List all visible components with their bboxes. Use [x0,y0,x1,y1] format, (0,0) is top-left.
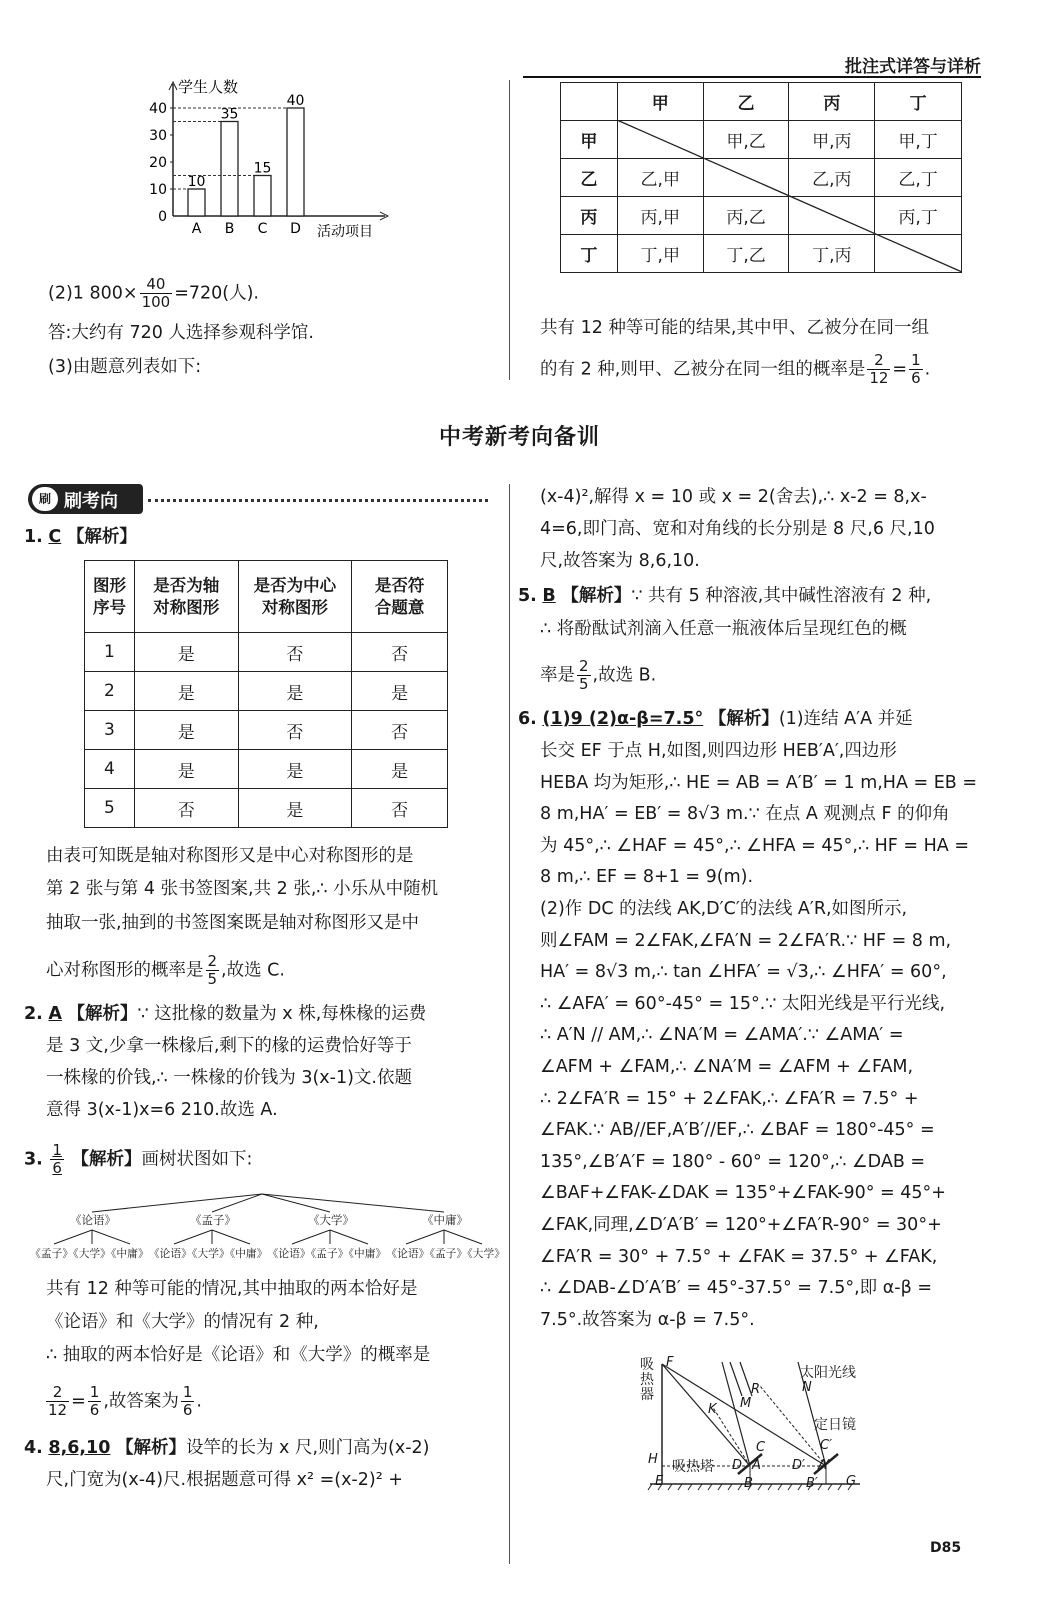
q6-line: 135°,∠B′A′F = 180° - 60° = 120°,∴ ∠DAB = [540,1151,926,1172]
tree-leaves: 《孟子》《大学》《中庸》 《论语》《大学》《中庸》 《论语》《孟子》《中庸》 《论语》《孟子》《大学》 [30,1247,506,1260]
table-cell: 4 [85,750,135,789]
bar [188,189,205,216]
table-cell: 乙,甲 [617,159,703,197]
label-tower: 吸热塔 [672,1459,714,1475]
pair-table-header: 丙 [789,83,875,121]
label-H: H [648,1452,658,1467]
table-cell: 丙,乙 [703,197,789,235]
table-cell: 丙,甲 [617,197,703,235]
q1-head: 1. C 【解析】 [24,527,137,547]
x-tick-label: D [290,221,301,237]
banner-label: 刷考向 [64,491,118,512]
table-cell: 是 [238,672,352,711]
table-cell: 否 [352,789,448,828]
q3-line4: $\frac{2}{12}$ = $\frac{1}{6}$ ,故答案为 $\frac{1}{6}$ . [48,1383,202,1419]
bar [287,108,304,216]
tree-node: 《论语》 [70,1213,116,1227]
label-sun-ray: 太阳光线 [800,1365,856,1381]
q2-line2: 是 3 文,少拿一株椽后,剩下的椽的运费恰好等于 [46,1036,412,1056]
table-cell: 是 [134,672,238,711]
table-row [85,711,448,750]
bar [254,176,271,217]
table-cell: 甲,乙 [703,121,789,159]
label-A2: A′ [818,1458,830,1473]
q1-table-header: 是否为中心 对称图形 [238,561,352,633]
q1-table-header: 是否符 合题意 [352,561,448,633]
table-cell: 丙 [561,197,618,235]
q6-line: HEBA 均为矩形,∴ HE = AB = A′B′ = 1 m,HA = EB = [540,772,978,793]
q1-text1: 由表可知既是轴对称图形又是中心对称图形的是 [46,846,414,866]
header-rule [523,76,981,78]
q6-line: 长交 EF 于点 H,如图,则四边形 HEB′A′,四边形 [540,741,897,761]
q2-line4: 意得 3(x-1)x=6 210.故选 A. [46,1100,278,1120]
y-tick-label: 30 [149,128,167,144]
q6-line: ∴ ∠DAB-∠D′A′B′ = 45°-37.5° = 7.5°,即 α-β = [540,1278,932,1299]
q4-line2: 尺,门宽为(x-4)尺.根据题意可得 x² =(x-2)² + [46,1470,403,1490]
label-A: A [752,1458,761,1473]
table-cell: 甲,丙 [789,121,875,159]
q1-table-header: 图形 序号 [85,561,135,633]
table-row [85,789,448,828]
pair-table-header: 丁 [875,83,962,121]
q1-text2: 第 2 张与第 4 张书签图案,共 2 张,∴ 小乐从中随机 [46,879,439,899]
q1-table-header: 是否为轴 对称图形 [134,561,238,633]
table-cell: 否 [352,711,448,750]
q6-line: ∠FAK.∵ AB//EF,A′B′//EF,∴ ∠BAF = 180°-45° = [540,1120,935,1141]
label-D2: D′ [792,1458,805,1473]
table-cell: 1 [85,633,135,672]
y-axis-label: 学生人数 [178,78,239,96]
q1-text3: 抽取一张,抽到的书签图案既是轴对称图形又是中 [46,913,420,933]
table-row [85,672,448,711]
bar-value-label: 15 [253,160,272,177]
q1-table [84,560,448,828]
bar-value-label: 10 [187,174,206,190]
table-cell: 否 [238,633,352,672]
table-cell: 2 [85,672,135,711]
y-tick-label: 20 [149,155,167,171]
table-cell: 是 [238,789,352,828]
table-cell: 乙,丙 [789,159,875,197]
label-F: F [666,1355,674,1370]
label-E: E [655,1474,664,1489]
q6-line: ∠FAK,同理,∠D′A′B′ = 120°+∠FA′R-90° = 30°+ [540,1215,942,1235]
banner-dotted-rule [148,499,488,502]
label-C2: C′ [820,1438,833,1453]
q3-line1: 共有 12 种等可能的情况,其中抽取的两本恰好是 [46,1279,418,1299]
table-cell: 乙,丁 [875,159,962,197]
table-cell: 否 [134,789,238,828]
pair-result-line1: 共有 12 种等可能的结果,其中甲、乙被分在同一组 [540,318,929,338]
q6-line: 为 45°,∴ ∠HAF = 45°,∴ ∠HFA = 45°,∴ HF = HA = [540,835,970,856]
q6-line: ∴ 2∠FA′R = 15° + 2∠FAK,∴ ∠FA′R = 7.5° + [540,1088,919,1109]
table-cell: 否 [238,711,352,750]
q6-head: 6. (1)9 (2)α-β=7.5° 【解析】(1)连结 A′A 并延 [518,709,913,729]
bar-value-label: 40 [286,93,305,109]
x-axis-label: 活动项目 [317,224,373,240]
q6-line: ∠AFM + ∠FAM,∴ ∠NA′M = ∠AFM + ∠FAM, [540,1057,914,1077]
q4-cont3: 尺,故答案为 8,6,10. [540,551,700,571]
table-cell: 是 [238,750,352,789]
x-tick-label: B [224,221,235,237]
table-cell: 丁,甲 [617,235,703,273]
table-cell: 3 [85,711,135,750]
table-cell: 乙 [561,159,618,197]
tree-node: 《大学》 [308,1213,354,1227]
q6-line: ∠BAF+∠FAK-∠DAK = 135°+∠FAK-90° = 45°+ [540,1183,946,1204]
label-G: G [846,1474,857,1489]
pair-table-header: 甲 [617,83,703,121]
list-intro-line: (3)由题意列表如下: [48,357,202,377]
label-K: K [708,1402,717,1417]
pair-result-line2: 的有 2 种,则甲、乙被分在同一组的概率是 $\frac{2}{12}$ = $\frac{1}{6}$ . [540,351,931,387]
label-D: D [732,1458,743,1473]
column-divider-bottom [509,484,510,1564]
table-cell: 丙,丁 [875,197,962,235]
q6-line: 则∠FAM = 2∠FAK,∠FA′N = 2∠FA′R.∵ HF = 8 m, [540,930,952,951]
table-row [85,633,448,672]
label-B: B [744,1476,753,1491]
table-cell: 丁 [561,235,618,273]
table-cell: 是 [134,711,238,750]
q6-line: 8 m,HA′ = EB′ = 8√3 m.∵ 在点 A 观测点 F 的仰角 [540,804,950,825]
q5-line3: 率是 $\frac{2}{5}$ ,故选 B. [540,657,657,693]
table-cell: 否 [352,633,448,672]
q4-cont1: (x-4)²,解得 x = 10 或 x = 2(舍去),∴ x-2 = 8,x- [540,487,927,507]
y-tick-label: 10 [149,182,167,198]
bar [221,122,238,217]
label-B2: B′ [806,1476,818,1491]
q6-line: 7.5°.故答案为 α-β = 7.5°. [540,1309,755,1330]
bar-chart [140,78,400,243]
banner-icon: 刷 [32,487,58,511]
q6-line: ∠FA′R = 30° + 7.5° + ∠FAK = 37.5° + ∠FAK, [540,1246,938,1267]
q6-line: ∴ ∠AFA′ = 60°-45° = 15°.∵ 太阳光线是平行光线, [540,993,946,1014]
q3-line3: ∴ 抽取的两本恰好是《论语》和《大学》的概率是 [46,1345,431,1365]
header-title: 批注式详答与详析 [845,57,981,77]
tree-node: 《中庸》 [422,1213,468,1227]
tree-node: 《孟子》 [190,1213,236,1227]
pair-table-header [561,83,618,121]
label-mirror: 定日镜 [814,1417,856,1433]
q5-line1: 5. B 【解析】∵ 共有 5 种溶液,其中碱性溶液有 2 种, [518,586,932,606]
q6-line: 8 m,∴ EF = 8+1 = 9(m). [540,867,754,888]
label-M: M [740,1396,752,1411]
y-tick-label: 40 [149,101,167,117]
pair-table-diagonal [617,120,962,272]
x-tick-label: A [191,221,202,237]
banner-badge [28,484,143,514]
label-N: N [802,1380,812,1395]
q6-line: (2)作 DC 的法线 AK,D′C′的法线 A′R,如图所示, [540,899,908,919]
pair-table-header: 乙 [703,83,789,121]
answer-line: 答:大约有 720 人选择参观科学馆. [48,323,314,343]
q3-line2: 《论语》和《大学》的情况有 2 种, [46,1312,319,1332]
bar-value-label: 35 [220,106,239,123]
calc-line: (2)1 800× $\frac{40}{100}$ =720(人). [48,275,259,311]
y-tick-label: 0 [158,209,167,225]
page-number: D85 [930,1540,962,1556]
label-C: C [756,1440,766,1455]
q4-cont2: 4=6,即门高、宽和对角线的长分别是 8 尺,6 尺,10 [540,519,935,539]
section-title: 中考新考向备训 [438,425,600,450]
q6-line: HA′ = 8√3 m,∴ tan ∠HFA′ = √3,∴ ∠HFA′ = 60°, [540,962,947,983]
fraction: $\frac{40}{100}$ [141,275,171,311]
q3-head: 3. $\frac{1}{6}$ 【解析】画树状图如下: [24,1141,253,1177]
table-cell: 是 [352,672,448,711]
table-row [85,750,448,789]
table-cell: 是 [352,750,448,789]
q5-line2: ∴ 将酚酞试剂滴入任意一瓶液体后呈现红色的概 [540,619,907,639]
x-tick-label: C [257,221,268,237]
q4-line1: 4. 8,6,10 【解析】设竿的长为 x 尺,则门高为(x-2) [24,1438,430,1458]
column-divider-top [509,80,510,380]
q2-line1: 2. A 【解析】∵ 这批椽的数量为 x 株,每株椽的运费 [24,1004,427,1024]
table-cell: 是 [134,750,238,789]
q2-line3: 一株椽的价钱,∴ 一株椽的价钱为 3(x-1)文.依题 [46,1068,412,1088]
table-cell: 丁,乙 [703,235,789,273]
table-cell: 是 [134,633,238,672]
q1-text4: 心对称图形的概率是 $\frac{2}{5}$ ,故选 C. [46,952,285,988]
table-cell: 甲,丁 [875,121,962,159]
q6-line: ∴ A′N // AM,∴ ∠NA′M = ∠AMA′.∵ ∠AMA′ = [540,1025,904,1046]
label-heat-absorber: 吸热器 [640,1357,654,1403]
table-cell: 5 [85,789,135,828]
table-cell: 丁,丙 [789,235,875,273]
label-R: R [751,1382,761,1397]
table-cell: 甲 [561,121,618,159]
